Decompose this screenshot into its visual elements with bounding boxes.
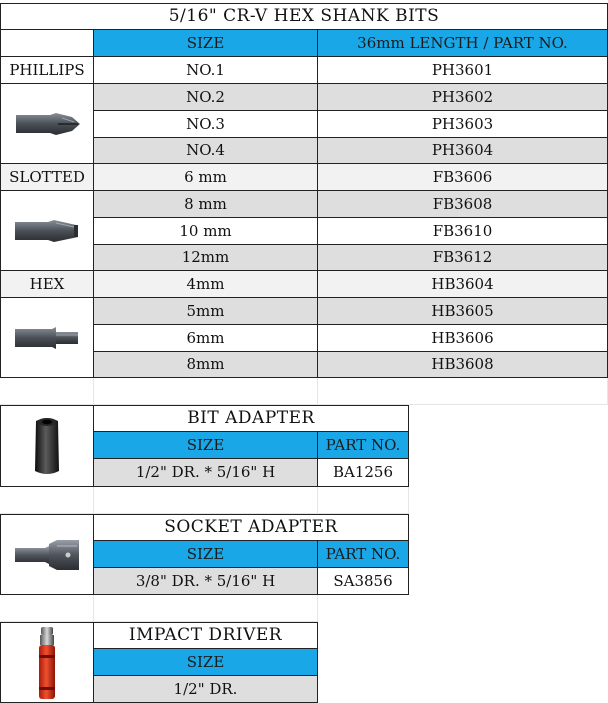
- size-column-header: SIZE: [94, 30, 318, 57]
- table-row-size: 10 mm: [94, 218, 318, 245]
- table-row-part: HB3608: [318, 352, 608, 378]
- spacer-cell: [94, 595, 318, 622]
- impact-driver-title: IMPACT DRIVER: [94, 622, 318, 649]
- group-label-slotted: SLOTTED: [0, 164, 94, 191]
- table-row-size: 12mm: [94, 245, 318, 271]
- table-row-part: HB3605: [318, 298, 608, 325]
- header-blank-cell: [0, 30, 94, 57]
- bit-adapter-part: BA1256: [318, 459, 409, 487]
- table-row-part: PH3601: [318, 57, 608, 84]
- table-row-size: NO.3: [94, 111, 318, 138]
- socket-adapter-part: SA3856: [318, 568, 409, 595]
- impact-driver-size-header: SIZE: [94, 649, 318, 676]
- table-row-size: NO.4: [94, 138, 318, 164]
- bit-adapter-part-header: PART NO.: [318, 432, 409, 459]
- slotted-bit-icon: [12, 216, 82, 246]
- table-row-size: NO.1: [94, 57, 318, 84]
- group-label-phillips: PHILLIPS: [0, 57, 94, 84]
- table-row-part: FB3612: [318, 245, 608, 271]
- spacer-cell: [94, 378, 318, 405]
- table-row-size: 6mm: [94, 325, 318, 352]
- spacer-cell: [94, 487, 318, 514]
- spacer-cell: [0, 378, 94, 405]
- table-row-size: 4mm: [94, 271, 318, 298]
- spacer-cell: [0, 487, 94, 514]
- socket-adapter-icon: [11, 538, 83, 572]
- socket-adapter-size: 3/8" DR. * 5/16" H: [94, 568, 318, 595]
- table-row-part: PH3602: [318, 84, 608, 111]
- bit-adapter-size: 1/2" DR. * 5/16" H: [94, 459, 318, 487]
- impact-driver-size: 1/2" DR.: [94, 676, 318, 703]
- table-row-part: PH3604: [318, 138, 608, 164]
- bit-adapter-title: BIT ADAPTER: [94, 405, 409, 432]
- spacer-cell: [318, 487, 409, 514]
- table-row-part: FB3608: [318, 191, 608, 218]
- table-row-size: NO.2: [94, 84, 318, 111]
- spacer-cell: [318, 378, 608, 405]
- socket-adapter-image-cell: [0, 514, 94, 595]
- table-row-size: 6 mm: [94, 164, 318, 191]
- bit-adapter-icon: [27, 413, 67, 479]
- table-row-size: 8mm: [94, 352, 318, 378]
- impact-driver-icon: [32, 625, 62, 701]
- phillips-bit-image-cell: [0, 84, 94, 164]
- hex-bit-image-cell: [0, 298, 94, 378]
- phillips-bit-icon: [12, 109, 82, 139]
- main-table-title: 5/16" CR-V HEX SHANK BITS: [0, 3, 608, 30]
- table-row-part: FB3606: [318, 164, 608, 191]
- socket-adapter-part-header: PART NO.: [318, 541, 409, 568]
- impact-driver-image-cell: [0, 622, 94, 703]
- spacer-cell: [0, 595, 94, 622]
- bit-adapter-image-cell: [0, 405, 94, 487]
- group-label-hex: HEX: [0, 271, 94, 298]
- hex-bit-icon: [12, 323, 82, 353]
- socket-adapter-title: SOCKET ADAPTER: [94, 514, 409, 541]
- bit-adapter-size-header: SIZE: [94, 432, 318, 459]
- table-row-size: 8 mm: [94, 191, 318, 218]
- table-row-size: 5mm: [94, 298, 318, 325]
- table-row-part: PH3603: [318, 111, 608, 138]
- table-row-part: FB3610: [318, 218, 608, 245]
- table-row-part: HB3604: [318, 271, 608, 298]
- socket-adapter-size-header: SIZE: [94, 541, 318, 568]
- table-row-part: HB3606: [318, 325, 608, 352]
- part-column-header: 36mm LENGTH / PART NO.: [318, 30, 608, 57]
- slotted-bit-image-cell: [0, 191, 94, 271]
